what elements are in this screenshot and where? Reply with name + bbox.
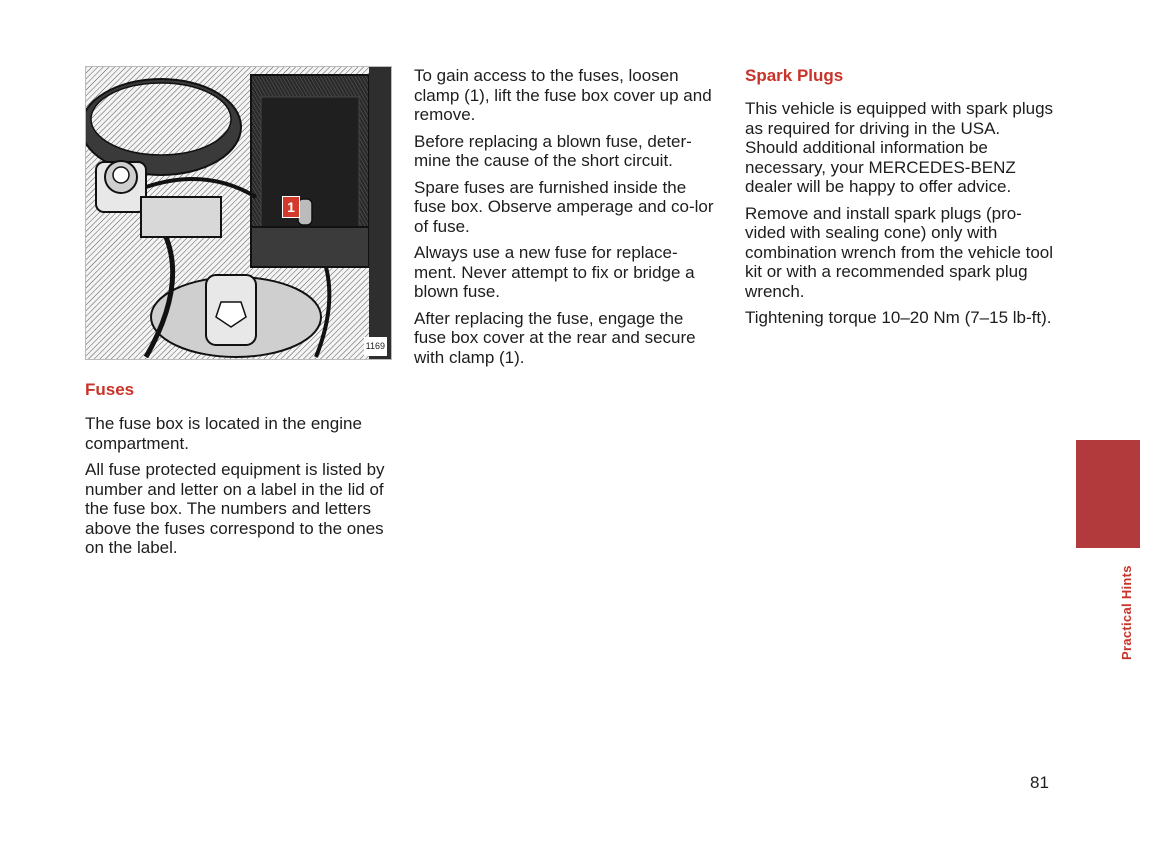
access-paragraph: Before replacing a blown fuse, deter-mine the cause of the short circuit. [414,131,692,170]
section-label: Practical Hints [1119,565,1134,660]
section-tab [1076,440,1140,548]
spark-plugs-paragraph: This vehicle is equipped with spark plugs as required for driving in the USA. Should additional information be necessary, your MERCEDES-BENZ dealer will be happy to offer advice. [745,99,1054,196]
right-column [745,66,1055,335]
access-paragraph: After replacing the fuse, engage the fuse box cover at the rear and secure with clamp (1). [414,308,696,367]
left-column [85,66,390,565]
access-paragraph: Always use a new fuse for replace-ment. Never attempt to fix or bridge a blown fuse. [414,243,695,301]
fuses-paragraph: The fuse box is located in the engine compartment. [85,414,362,453]
spark-plugs-paragraph: Tightening torque 10–20 Nm (7–15 lb-ft). [745,308,1052,327]
access-paragraph: Spare fuses are furnished inside the fuse box. Observe amperage and co-lor of fuse. [414,177,714,236]
spark-plugs-heading: Spark Plugs [745,66,844,85]
engine-compartment-drawing [86,67,391,359]
figure-number: 1169 [364,337,387,357]
access-paragraph: To gain access to the fuses, loosen clamp (1), lift the fuse box cover up and remove. [414,66,712,124]
page-number: 81 [1030,773,1049,792]
spark-plugs-paragraph: Remove and install spark plugs (pro-vided with sealing cone) only with combination wrench from the vehicle tool kit or with a recommended spark plug wrench. [745,203,1054,301]
engine-fuse-box-illustration [85,66,392,360]
fuses-paragraph: All fuse protected equipment is listed by number and letter on a label in the lid of the fuse box. The numbers and letters above the fuses correspond to the ones on the label. [85,460,385,557]
fuses-heading: Fuses [85,380,135,399]
middle-column [414,66,719,374]
callout-label: 1 [282,196,300,218]
